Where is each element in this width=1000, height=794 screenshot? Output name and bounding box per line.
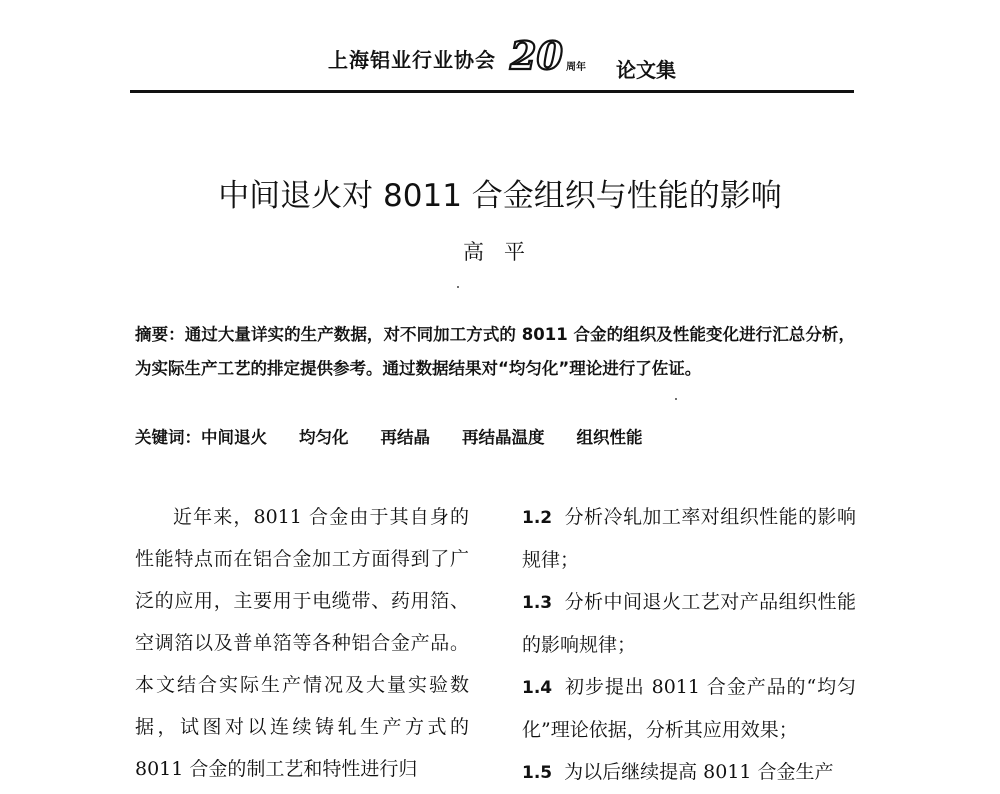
anniversary-number: 20: [510, 36, 563, 76]
item-number: 1.5: [522, 763, 553, 783]
keywords-label: 关键词：: [135, 428, 201, 447]
header-rule: [130, 90, 854, 93]
body-paragraph: 近年来，8011 合金由于其自身的性能特点而在铝合金加工方面得到了广泛的应用，主要用于电缆带、药用箔、空调箔以及普单箔等各种铝合金产品。本文结合实际生产情况及大量实验数据，试图对以连续铸轧生产方式的 8011 合金的制工艺和特性进行归: [135, 506, 469, 780]
item-number: 1.2: [522, 508, 553, 528]
keyword: 均匀化: [299, 428, 349, 447]
item-number: 1.4: [522, 678, 553, 698]
keyword: 再结晶温度: [462, 428, 545, 447]
item-text: 为以后继续提高 8011 合金生产: [564, 761, 834, 783]
scan-speck: [457, 286, 459, 288]
scan-speck: [675, 398, 677, 400]
item-text: 初步提出 8011 合金产品的“均匀化”理论依据，分析其应用效果；: [522, 676, 856, 741]
anniversary-logo: [506, 36, 602, 76]
keywords: [135, 424, 675, 448]
list-item: [522, 666, 856, 751]
paper-title: 中间退火对 8011 合金组织与性能的影响: [218, 178, 782, 214]
keyword: 再结晶: [380, 428, 430, 447]
paper-author: 高平: [463, 240, 545, 264]
header-collection: 论文集: [616, 58, 676, 82]
list-item: [522, 496, 856, 581]
keyword: 中间退火: [201, 428, 267, 447]
abstract: 摘要：通过大量详实的生产数据，对不同加工方式的 8011 合金的组织及性能变化进行汇总分析，为实际生产工艺的排定提供参考。通过数据结果对“均匀化”理论进行了佐证。: [135, 325, 855, 378]
list-item: [522, 751, 856, 794]
body-left-column: [135, 496, 469, 790]
keyword: 组织性能: [576, 428, 643, 447]
list-item: [522, 581, 856, 666]
header-association: 上海铝业行业协会: [328, 48, 496, 72]
item-number: 1.3: [522, 593, 553, 613]
body-right-column: [522, 496, 856, 794]
item-text: 分析中间退火工艺对产品组织性能的影响规律；: [522, 591, 856, 656]
item-text: 分析冷轧加工率对组织性能的影响规律；: [522, 506, 856, 571]
anniversary-suffix: 周年: [566, 62, 586, 73]
